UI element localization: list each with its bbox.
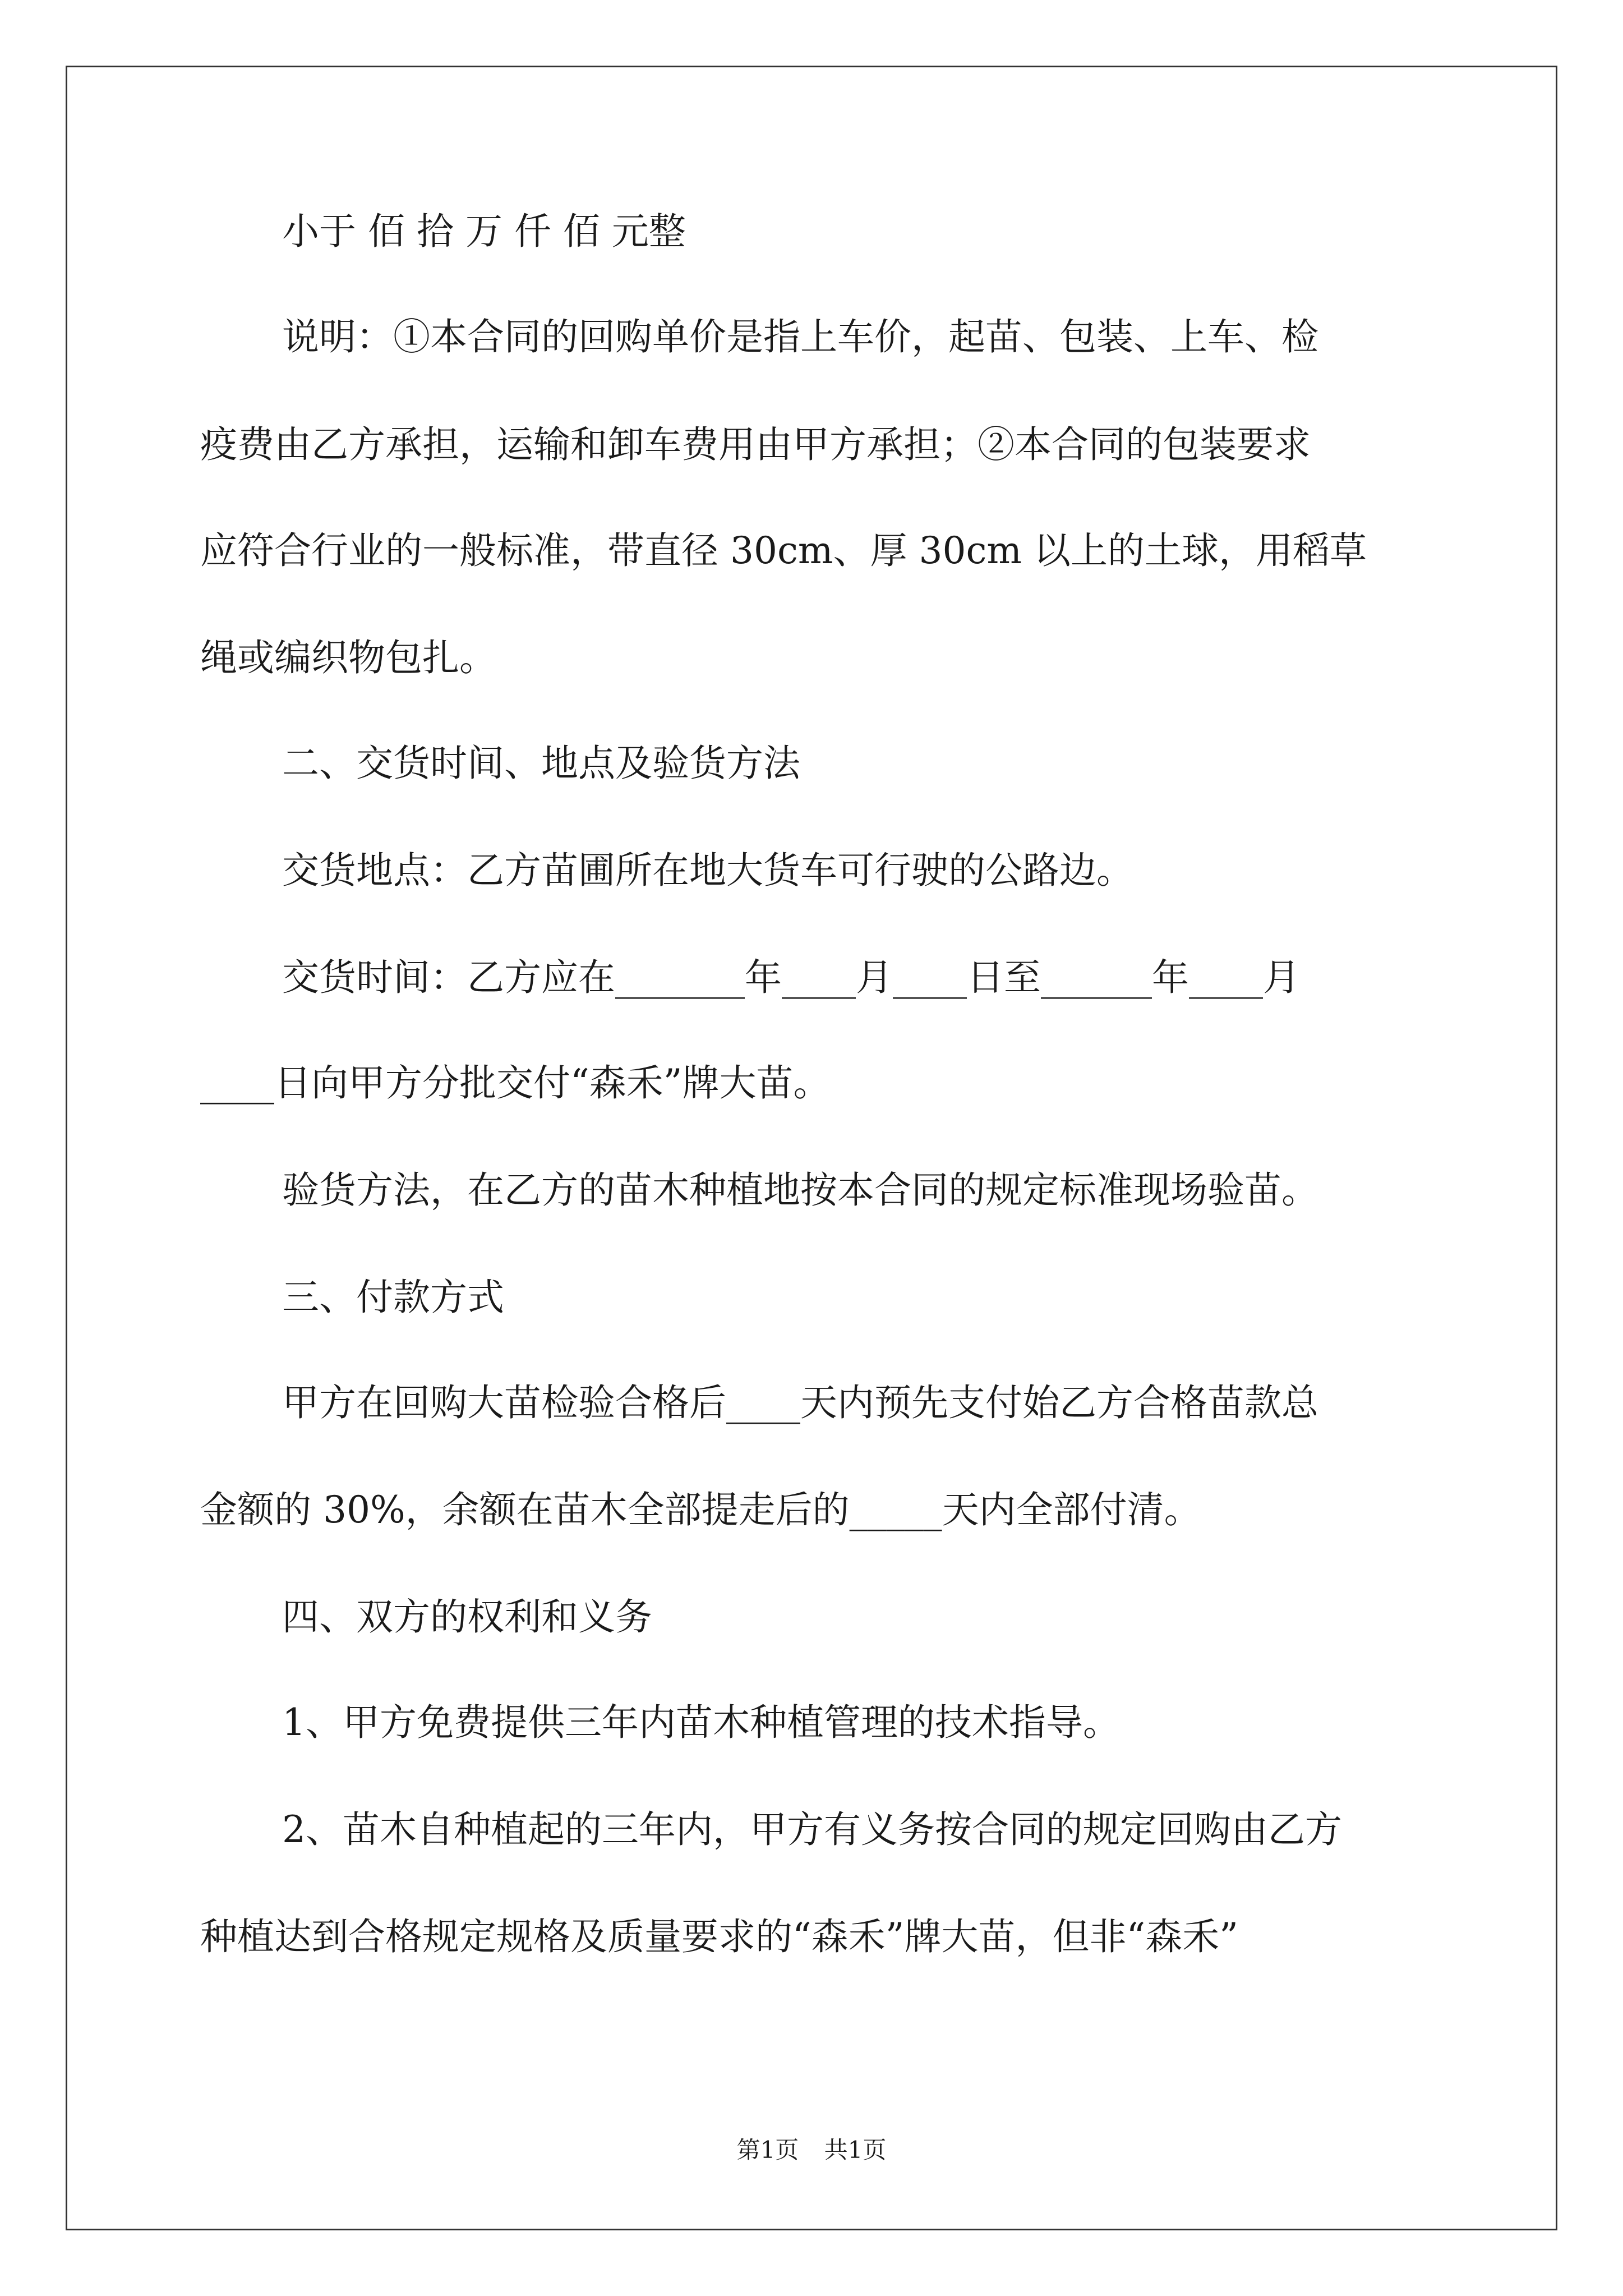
text-line: 种植达到合格规定规格及质量要求的“森禾”牌大苗，但非“森禾” xyxy=(200,1915,1238,1958)
text-line: 1、甲方免费提供三年内苗木种植管理的技术指导。 xyxy=(282,1701,1120,1744)
text-line: ____日向甲方分批交付“森禾”牌大苗。 xyxy=(200,1061,831,1105)
section-heading: 四、双方的权利和义务 xyxy=(282,1595,652,1639)
text-line: 交货时间：乙方应在_______年____月____日至______年____月 xyxy=(282,956,1300,999)
section-heading: 二、交货时间、地点及验货方法 xyxy=(282,742,800,785)
text-line: 应符合行业的一般标准，带直径 30cm、厚 30cm 以上的土球，用稻草 xyxy=(200,529,1367,572)
text-line: 小于 佰 拾 万 仟 佰 元整 xyxy=(282,210,686,253)
text-line: 2、苗木自种植起的三年内，甲方有义务按合同的规定回购由乙方 xyxy=(282,1808,1342,1851)
text-line: 金额的 30%，余额在苗木全部提走后的_____天内全部付清。 xyxy=(200,1488,1201,1531)
text-line: 疫费由乙方承担，运输和卸车费用由甲方承担；②本合同的包装要求 xyxy=(200,423,1311,466)
page-frame xyxy=(66,66,1557,2230)
page-total: 共1页 xyxy=(824,2136,887,2164)
page-number: 第1页 xyxy=(736,2136,799,2164)
text-line: 说明：①本合同的回购单价是指上车价，起苗、包装、上车、检 xyxy=(282,315,1318,358)
section-heading: 三、付款方式 xyxy=(282,1276,504,1319)
text-line: 绳或编织物包扎。 xyxy=(200,636,496,679)
text-line: 交货地点：乙方苗圃所在地大货车可行驶的公路边。 xyxy=(282,849,1133,892)
text-line: 甲方在回购大苗检验合格后____天内预先支付始乙方合格苗款总 xyxy=(282,1381,1318,1424)
page-footer xyxy=(0,2132,1623,2165)
text-line: 验货方法，在乙方的苗木种植地按本合同的规定标准现场验苗。 xyxy=(282,1168,1318,1212)
